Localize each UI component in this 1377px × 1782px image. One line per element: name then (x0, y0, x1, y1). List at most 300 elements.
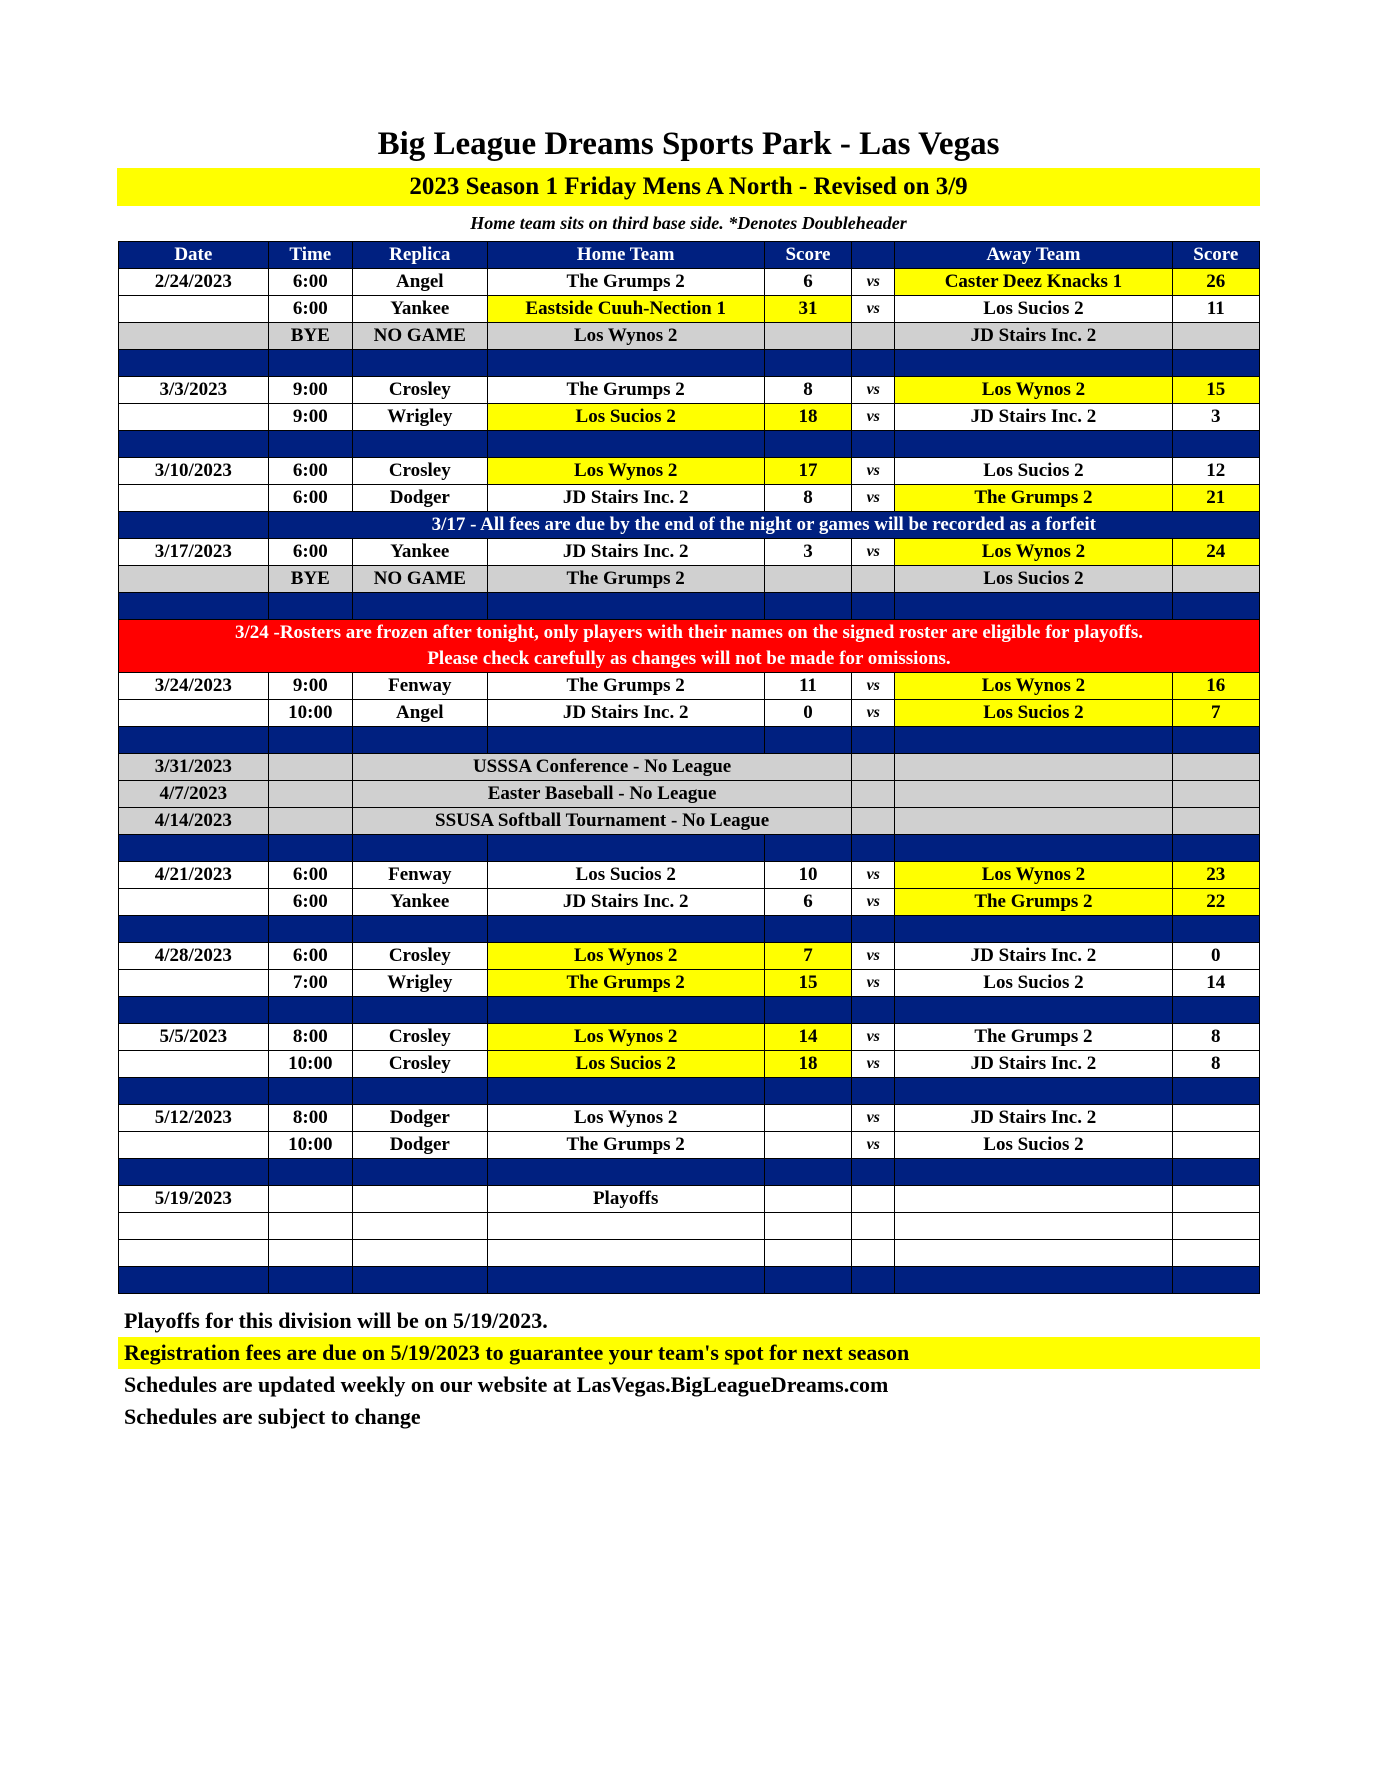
bye-row (119, 323, 1260, 350)
band-cell-time (268, 727, 352, 754)
band-cell-home-score (764, 916, 851, 943)
game-row (119, 377, 1260, 404)
band-cell-home (487, 1267, 764, 1294)
away-team-cell: The Grumps 2 (895, 889, 1172, 916)
home-score-cell: 11 (764, 673, 851, 700)
time-cell (268, 808, 352, 835)
no-league-text: USSSA Conference - No League (353, 754, 852, 781)
away-team-cell: Los Sucios 2 (895, 970, 1172, 997)
date-cell: 3/24/2023 (119, 673, 269, 700)
away-team-cell (895, 781, 1172, 808)
band-cell-date (119, 835, 269, 862)
band-cell-home-score (764, 431, 851, 458)
game-row (119, 485, 1260, 512)
no-league-text: Easter Baseball - No League (353, 781, 852, 808)
col-away-team: Away Team (895, 242, 1172, 269)
away-team-cell: JD Stairs Inc. 2 (895, 1105, 1172, 1132)
page-title: Big League Dreams Sports Park - Las Vegas (377, 126, 1000, 162)
band-cell-away (895, 593, 1172, 620)
no-league-row (119, 754, 1260, 781)
separator-row (119, 593, 1260, 620)
away-score-cell: 8 (1172, 1051, 1259, 1078)
home-score-cell: 6 (764, 889, 851, 916)
home-team-cell: Los Wynos 2 (487, 1105, 764, 1132)
home-score-cell: 8 (764, 377, 851, 404)
band-cell-vs (852, 835, 895, 862)
no-league-text: SSUSA Softball Tournament - No League (353, 808, 852, 835)
date-cell (119, 485, 269, 512)
date-cell: 5/19/2023 (119, 1186, 269, 1213)
date-cell (119, 1240, 269, 1267)
game-row (119, 700, 1260, 727)
band-cell-home (487, 727, 764, 754)
time-cell (268, 1186, 352, 1213)
band-cell-vs (852, 916, 895, 943)
away-score-cell: 26 (1172, 269, 1259, 296)
replica-cell: Fenway (353, 862, 488, 889)
band-cell-home (487, 431, 764, 458)
vs-cell: vs (852, 404, 895, 431)
replica-cell: Crosley (353, 943, 488, 970)
away-team-cell: Los Sucios 2 (895, 566, 1172, 593)
home-team-cell: Los Wynos 2 (487, 943, 764, 970)
band-cell-away-score (1172, 431, 1259, 458)
date-cell: 4/7/2023 (119, 781, 269, 808)
col-away-score: Score (1172, 242, 1259, 269)
away-score-cell (1172, 1240, 1259, 1267)
home-score-cell: 14 (764, 1024, 851, 1051)
fees-message-row (119, 512, 1260, 539)
separator-row (119, 997, 1260, 1024)
vs-cell (852, 808, 895, 835)
band-cell-away-score (1172, 1267, 1259, 1294)
away-team-cell (895, 808, 1172, 835)
replica-cell: Crosley (353, 1024, 488, 1051)
home-team-cell: Playoffs (487, 1186, 764, 1213)
roster-message-line: 3/24 -Rosters are frozen after tonight, only players with their names on the signed roster are eligible for playoffs. (234, 622, 1144, 643)
col-replica: Replica (353, 242, 488, 269)
time-cell (268, 781, 352, 808)
band-cell-home (487, 350, 764, 377)
replica-cell: Dodger (353, 1132, 488, 1159)
vs-cell: vs (852, 377, 895, 404)
away-team-cell: JD Stairs Inc. 2 (895, 943, 1172, 970)
no-league-row (119, 808, 1260, 835)
time-cell: 6:00 (268, 296, 352, 323)
away-team-cell: JD Stairs Inc. 2 (895, 323, 1172, 350)
vs-cell: vs (852, 485, 895, 512)
replica-cell: Crosley (353, 458, 488, 485)
time-cell: 8:00 (268, 1105, 352, 1132)
home-score-cell (764, 566, 851, 593)
away-score-cell: 0 (1172, 943, 1259, 970)
band-cell-replica (353, 916, 488, 943)
vs-cell: vs (852, 1024, 895, 1051)
away-team-cell: The Grumps 2 (895, 485, 1172, 512)
band-cell-home (487, 835, 764, 862)
band-cell-date (119, 350, 269, 377)
band-cell-away-score (1172, 593, 1259, 620)
home-team-cell: Los Sucios 2 (487, 862, 764, 889)
home-score-cell (764, 1186, 851, 1213)
home-score-cell: 18 (764, 1051, 851, 1078)
band-cell-time (268, 835, 352, 862)
away-team-cell: Los Sucios 2 (895, 296, 1172, 323)
home-team-note: Home team sits on third base side. *Denotes Doubleheader (470, 213, 907, 233)
home-score-cell: 15 (764, 970, 851, 997)
schedule-table (118, 241, 1260, 1294)
band-cell-time (268, 916, 352, 943)
game-row (119, 673, 1260, 700)
message-spacer (119, 512, 269, 539)
separator-row (119, 1159, 1260, 1186)
band-cell-time (268, 350, 352, 377)
band-cell-time (268, 593, 352, 620)
game-row (119, 1213, 1260, 1240)
home-team-cell: Eastside Cuuh-Nection 1 (487, 296, 764, 323)
away-score-cell: 7 (1172, 700, 1259, 727)
game-row (119, 296, 1260, 323)
separator-row (119, 1078, 1260, 1105)
date-cell: 4/28/2023 (119, 943, 269, 970)
away-team-cell: Los Wynos 2 (895, 862, 1172, 889)
col-vs (852, 242, 895, 269)
band-cell-away-score (1172, 1159, 1259, 1186)
time-cell (268, 1213, 352, 1240)
band-cell-home (487, 1078, 764, 1105)
separator-row (119, 916, 1260, 943)
game-row (119, 1186, 1260, 1213)
replica-cell: Dodger (353, 1105, 488, 1132)
band-cell-vs (852, 1159, 895, 1186)
time-cell: 9:00 (268, 673, 352, 700)
home-score-cell (764, 1213, 851, 1240)
game-row (119, 458, 1260, 485)
game-row (119, 404, 1260, 431)
away-score-cell (1172, 754, 1259, 781)
date-cell: 5/12/2023 (119, 1105, 269, 1132)
away-team-cell (895, 1213, 1172, 1240)
vs-cell (852, 323, 895, 350)
game-row (119, 539, 1260, 566)
home-team-cell: Los Wynos 2 (487, 458, 764, 485)
date-cell: 5/5/2023 (119, 1024, 269, 1051)
replica-cell: NO GAME (353, 566, 488, 593)
replica-cell (353, 1213, 488, 1240)
away-score-cell: 14 (1172, 970, 1259, 997)
band-cell-home (487, 1159, 764, 1186)
away-team-cell: The Grumps 2 (895, 1024, 1172, 1051)
home-team-cell: The Grumps 2 (487, 1132, 764, 1159)
home-team-cell: The Grumps 2 (487, 566, 764, 593)
band-cell-away (895, 1078, 1172, 1105)
separator-row (119, 431, 1260, 458)
game-row (119, 889, 1260, 916)
band-cell-replica (353, 727, 488, 754)
band-cell-away-score (1172, 997, 1259, 1024)
replica-cell: Fenway (353, 673, 488, 700)
home-score-cell (764, 323, 851, 350)
band-cell-away (895, 916, 1172, 943)
band-cell-vs (852, 997, 895, 1024)
away-score-cell: 24 (1172, 539, 1259, 566)
roster-message (119, 620, 1260, 673)
band-cell-vs (852, 431, 895, 458)
replica-cell: Dodger (353, 485, 488, 512)
vs-cell: vs (852, 700, 895, 727)
vs-cell (852, 754, 895, 781)
home-team-cell: JD Stairs Inc. 2 (487, 700, 764, 727)
band-cell-replica (353, 593, 488, 620)
time-cell: 10:00 (268, 700, 352, 727)
game-row (119, 1105, 1260, 1132)
date-cell (119, 970, 269, 997)
away-team-cell: JD Stairs Inc. 2 (895, 1051, 1172, 1078)
separator-row (119, 350, 1260, 377)
band-cell-away (895, 997, 1172, 1024)
home-team-cell: Los Sucios 2 (487, 404, 764, 431)
vs-cell: vs (852, 970, 895, 997)
date-cell (119, 1213, 269, 1240)
date-cell: 3/17/2023 (119, 539, 269, 566)
away-score-cell: 15 (1172, 377, 1259, 404)
bye-row (119, 566, 1260, 593)
time-cell: 9:00 (268, 377, 352, 404)
band-cell-away-score (1172, 1078, 1259, 1105)
band-cell-away (895, 431, 1172, 458)
band-cell-date (119, 1078, 269, 1105)
date-cell: 3/3/2023 (119, 377, 269, 404)
away-score-cell (1172, 566, 1259, 593)
home-team-cell: JD Stairs Inc. 2 (487, 889, 764, 916)
band-cell-vs (852, 1267, 895, 1294)
band-cell-home-score (764, 593, 851, 620)
home-team-cell: JD Stairs Inc. 2 (487, 485, 764, 512)
separator-row (119, 727, 1260, 754)
away-score-cell: 16 (1172, 673, 1259, 700)
vs-cell (852, 1186, 895, 1213)
schedule-rows (119, 269, 1260, 1294)
home-score-cell: 17 (764, 458, 851, 485)
away-team-cell (895, 754, 1172, 781)
time-cell: 10:00 (268, 1132, 352, 1159)
time-cell (268, 1240, 352, 1267)
band-cell-away (895, 1159, 1172, 1186)
replica-cell: Yankee (353, 296, 488, 323)
game-row (119, 269, 1260, 296)
band-cell-vs (852, 350, 895, 377)
band-cell-away (895, 350, 1172, 377)
home-team-cell: The Grumps 2 (487, 377, 764, 404)
date-cell (119, 700, 269, 727)
vs-cell: vs (852, 943, 895, 970)
vs-cell: vs (852, 862, 895, 889)
band-cell-date (119, 431, 269, 458)
vs-cell: vs (852, 1105, 895, 1132)
band-cell-replica (353, 835, 488, 862)
website-note: Schedules are updated weekly on our website at LasVegas.BigLeagueDreams.com (124, 1372, 889, 1397)
header-row (119, 242, 1260, 269)
home-score-cell (764, 1240, 851, 1267)
home-team-cell: Los Wynos 2 (487, 323, 764, 350)
away-score-cell (1172, 323, 1259, 350)
vs-cell (852, 1213, 895, 1240)
date-cell: 4/14/2023 (119, 808, 269, 835)
home-score-cell: 0 (764, 700, 851, 727)
band-cell-time (268, 997, 352, 1024)
home-team-cell: The Grumps 2 (487, 269, 764, 296)
band-cell-away-score (1172, 835, 1259, 862)
registration-note: Registration fees are due on 5/19/2023 to guarantee your team's spot for next season (118, 1337, 1260, 1369)
band-cell-date (119, 916, 269, 943)
away-team-cell: Caster Deez Knacks 1 (895, 269, 1172, 296)
date-cell (119, 296, 269, 323)
band-cell-home-score (764, 835, 851, 862)
away-score-cell (1172, 1213, 1259, 1240)
band-cell-away-score (1172, 350, 1259, 377)
date-cell (119, 566, 269, 593)
band-cell-replica (353, 1267, 488, 1294)
replica-cell: Wrigley (353, 404, 488, 431)
change-note: Schedules are subject to change (124, 1404, 421, 1429)
band-cell-time (268, 431, 352, 458)
time-cell: 10:00 (268, 1051, 352, 1078)
home-team-cell: JD Stairs Inc. 2 (487, 539, 764, 566)
band-cell-home-score (764, 1078, 851, 1105)
date-cell (119, 404, 269, 431)
band-cell-vs (852, 727, 895, 754)
game-row (119, 1240, 1260, 1267)
home-score-cell: 8 (764, 485, 851, 512)
vs-cell: vs (852, 458, 895, 485)
home-team-cell: Los Sucios 2 (487, 1051, 764, 1078)
away-score-cell (1172, 1186, 1259, 1213)
band-cell-home-score (764, 727, 851, 754)
home-score-cell (764, 1132, 851, 1159)
time-cell: 6:00 (268, 485, 352, 512)
game-row (119, 1024, 1260, 1051)
date-cell (119, 323, 269, 350)
time-cell: 6:00 (268, 458, 352, 485)
band-cell-away (895, 835, 1172, 862)
vs-cell (852, 1240, 895, 1267)
home-team-cell: Los Wynos 2 (487, 1024, 764, 1051)
time-cell: 6:00 (268, 539, 352, 566)
band-cell-vs (852, 1078, 895, 1105)
date-cell (119, 889, 269, 916)
col-home-score: Score (764, 242, 851, 269)
fees-message: 3/17 - All fees are due by the end of the night or games will be recorded as a forfeit (268, 512, 1259, 539)
vs-cell: vs (852, 1051, 895, 1078)
band-cell-replica (353, 997, 488, 1024)
band-cell-home (487, 916, 764, 943)
band-cell-date (119, 997, 269, 1024)
game-row (119, 943, 1260, 970)
home-score-cell: 3 (764, 539, 851, 566)
band-cell-away-score (1172, 916, 1259, 943)
home-team-cell: The Grumps 2 (487, 970, 764, 997)
away-team-cell: Los Sucios 2 (895, 458, 1172, 485)
away-score-cell: 23 (1172, 862, 1259, 889)
game-row (119, 1132, 1260, 1159)
away-team-cell: Los Sucios 2 (895, 700, 1172, 727)
separator-row (119, 1267, 1260, 1294)
game-row (119, 970, 1260, 997)
vs-cell: vs (852, 296, 895, 323)
vs-cell: vs (852, 539, 895, 566)
date-cell: 4/21/2023 (119, 862, 269, 889)
time-cell: BYE (268, 566, 352, 593)
replica-cell: Angel (353, 700, 488, 727)
game-row (119, 1051, 1260, 1078)
season-subtitle: 2023 Season 1 Friday Mens A North - Revised on 3/9 (117, 168, 1260, 206)
replica-cell (353, 1186, 488, 1213)
away-score-cell: 22 (1172, 889, 1259, 916)
band-cell-time (268, 1159, 352, 1186)
band-cell-home (487, 997, 764, 1024)
roster-message-row (119, 620, 1260, 673)
home-score-cell: 18 (764, 404, 851, 431)
home-score-cell: 31 (764, 296, 851, 323)
away-score-cell (1172, 781, 1259, 808)
band-cell-time (268, 1267, 352, 1294)
date-cell: 3/31/2023 (119, 754, 269, 781)
game-row (119, 862, 1260, 889)
away-score-cell: 3 (1172, 404, 1259, 431)
col-date: Date (119, 242, 269, 269)
away-score-cell: 11 (1172, 296, 1259, 323)
away-score-cell: 12 (1172, 458, 1259, 485)
separator-row (119, 835, 1260, 862)
time-cell: 8:00 (268, 1024, 352, 1051)
band-cell-home (487, 593, 764, 620)
vs-cell: vs (852, 889, 895, 916)
home-team-cell: The Grumps 2 (487, 673, 764, 700)
col-home-team: Home Team (487, 242, 764, 269)
band-cell-date (119, 593, 269, 620)
time-cell: 6:00 (268, 269, 352, 296)
away-team-cell (895, 1186, 1172, 1213)
time-cell: 9:00 (268, 404, 352, 431)
time-cell: 6:00 (268, 889, 352, 916)
band-cell-replica (353, 431, 488, 458)
replica-cell: Wrigley (353, 970, 488, 997)
time-cell: 6:00 (268, 862, 352, 889)
away-score-cell (1172, 1105, 1259, 1132)
band-cell-time (268, 1078, 352, 1105)
playoffs-note: Playoffs for this division will be on 5/19/2023. (124, 1308, 548, 1333)
away-score-cell: 8 (1172, 1024, 1259, 1051)
vs-cell: vs (852, 673, 895, 700)
away-score-cell (1172, 808, 1259, 835)
home-team-cell (487, 1213, 764, 1240)
band-cell-replica (353, 1078, 488, 1105)
band-cell-date (119, 1267, 269, 1294)
away-team-cell: Los Wynos 2 (895, 673, 1172, 700)
replica-cell: Angel (353, 269, 488, 296)
band-cell-replica (353, 350, 488, 377)
time-cell: 7:00 (268, 970, 352, 997)
date-cell: 2/24/2023 (119, 269, 269, 296)
band-cell-home-score (764, 350, 851, 377)
home-team-cell (487, 1240, 764, 1267)
replica-cell: Crosley (353, 1051, 488, 1078)
band-cell-home-score (764, 997, 851, 1024)
date-cell (119, 1051, 269, 1078)
replica-cell: NO GAME (353, 323, 488, 350)
away-team-cell: Los Wynos 2 (895, 377, 1172, 404)
vs-cell (852, 566, 895, 593)
